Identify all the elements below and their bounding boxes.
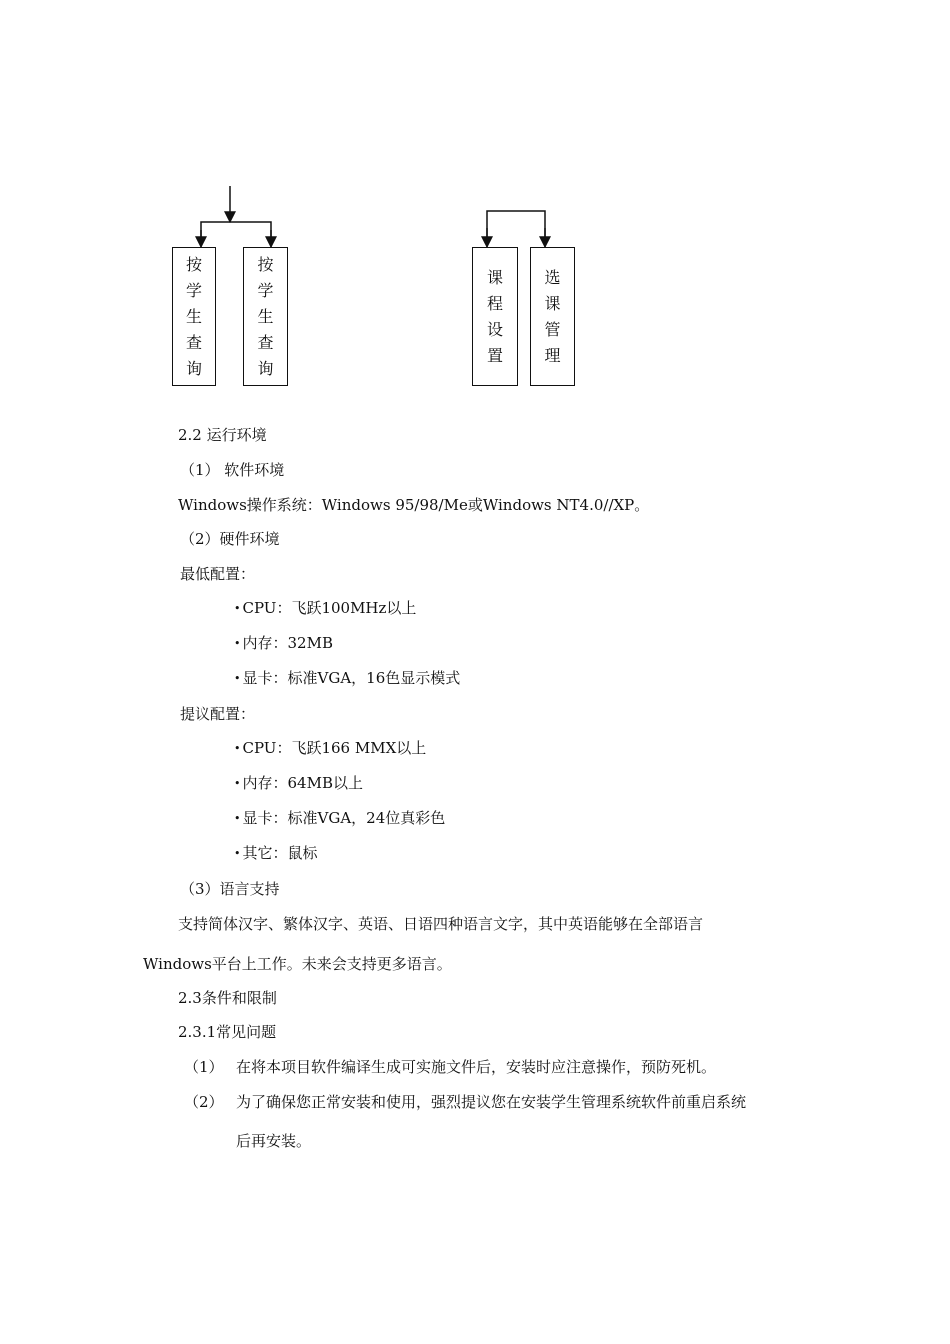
minimum-config-label: 最低配置： bbox=[180, 565, 256, 583]
bullet-icon: • bbox=[234, 812, 241, 825]
problem-1-number: （1） bbox=[184, 1058, 224, 1076]
box-label-char: 课 bbox=[544, 293, 561, 313]
module-diagram bbox=[0, 0, 950, 400]
box-label-char: 按 bbox=[185, 254, 202, 274]
box-label bbox=[487, 265, 503, 369]
min-item-memory-text: 内存：32MB bbox=[242, 634, 333, 652]
section-2-2-heading: 2.2 运行环境 bbox=[178, 426, 267, 444]
min-item-cpu-text: CPU：飞跃100MHz以上 bbox=[242, 599, 417, 617]
section-2-3-heading: 2.3条件和限制 bbox=[178, 989, 277, 1007]
min-item-display-text: 显卡：标准VGA，16色显示模式 bbox=[242, 669, 461, 687]
language-text-line-2: Windows平台上工作。未来会支持更多语言。 bbox=[143, 955, 452, 973]
rec-item-other bbox=[234, 843, 318, 865]
box-label-char: 管 bbox=[544, 319, 561, 339]
problem-1-text: 在将本项目软件编译生成可实施文件后，安装时应注意操作，预防死机。 bbox=[236, 1058, 717, 1076]
box-label bbox=[544, 265, 560, 369]
language-text-line-1: 支持简体汉字、繁体汉字、英语、日语四种语言文字，其中英语能够在全部语言 bbox=[178, 915, 704, 933]
bullet-icon: • bbox=[234, 672, 241, 685]
left-branch-line bbox=[201, 222, 271, 246]
rec-item-memory-text: 内存：64MB以上 bbox=[242, 774, 363, 792]
bullet-icon: • bbox=[234, 742, 241, 755]
box-label-char: 查 bbox=[257, 332, 274, 352]
min-item-cpu bbox=[234, 598, 416, 620]
rec-item-memory bbox=[234, 773, 363, 795]
box-label bbox=[186, 252, 202, 382]
box-label-char: 课 bbox=[486, 267, 503, 287]
box-label-char: 置 bbox=[486, 345, 503, 365]
rec-item-cpu-text: CPU：飞跃166 MMX以上 bbox=[242, 739, 427, 757]
min-item-memory bbox=[234, 633, 333, 655]
box-label-char: 生 bbox=[257, 306, 274, 326]
box-course-selection bbox=[530, 247, 575, 386]
box-label-char: 询 bbox=[257, 358, 274, 378]
right-branch-line bbox=[487, 211, 545, 246]
rec-item-display bbox=[234, 808, 445, 830]
rec-item-cpu bbox=[234, 738, 426, 760]
language-heading: （3）语言支持 bbox=[180, 880, 280, 898]
box-label-char: 学 bbox=[185, 280, 202, 300]
recommended-config-label: 提议配置： bbox=[180, 705, 256, 723]
box-query-by-student-2 bbox=[243, 247, 288, 386]
software-heading: （1） 软件环境 bbox=[180, 461, 285, 479]
box-label-char: 生 bbox=[185, 306, 202, 326]
box-label bbox=[257, 252, 273, 382]
bullet-icon: • bbox=[234, 602, 241, 615]
os-line: Windows操作系统：Windows 95/98/Me或Windows NT4.0//XP。 bbox=[178, 496, 650, 514]
box-label-char: 学 bbox=[257, 280, 274, 300]
problem-2-text: 为了确保您正常安装和使用，强烈提议您在安装学生管理系统软件前重启系统 bbox=[236, 1093, 747, 1111]
problem-2-text-continued: 后再安装。 bbox=[236, 1132, 312, 1150]
section-2-3-1-heading: 2.3.1常见问题 bbox=[178, 1023, 277, 1041]
rec-item-display-text: 显卡：标准VGA，24位真彩色 bbox=[242, 809, 446, 827]
bullet-icon: • bbox=[234, 847, 241, 860]
box-label-char: 询 bbox=[185, 358, 202, 378]
hardware-heading: （2）硬件环境 bbox=[180, 530, 280, 548]
rec-item-other-text: 其它：鼠标 bbox=[242, 844, 318, 862]
box-course-setup bbox=[472, 247, 518, 386]
min-item-display bbox=[234, 668, 460, 690]
box-label-char: 选 bbox=[544, 267, 561, 287]
box-label-char: 设 bbox=[486, 319, 503, 339]
box-label-char: 理 bbox=[544, 345, 561, 365]
box-label-char: 查 bbox=[185, 332, 202, 352]
problem-2-number: （2） bbox=[184, 1093, 224, 1111]
bullet-icon: • bbox=[234, 637, 241, 650]
box-label-char: 程 bbox=[486, 293, 503, 313]
bullet-icon: • bbox=[234, 777, 241, 790]
box-label-char: 按 bbox=[257, 254, 274, 274]
box-query-by-student-1 bbox=[172, 247, 216, 386]
